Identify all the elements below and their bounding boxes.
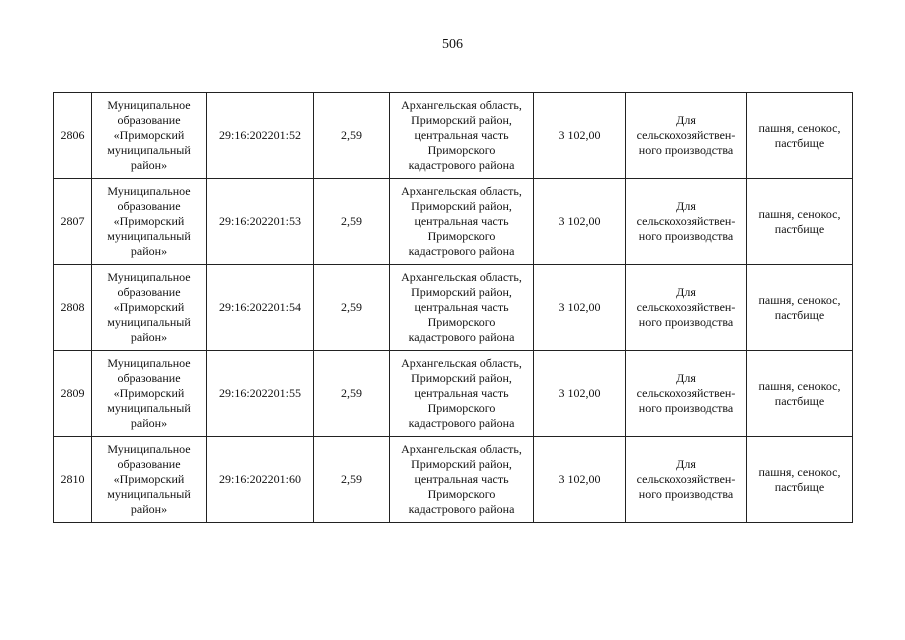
- row-number-cell: 2810: [54, 437, 92, 523]
- row-number-cell: 2806: [54, 93, 92, 179]
- purpose-cell: Для сельскохозяйствен- ного производства: [626, 93, 747, 179]
- cadastral-number-cell: 29:16:202201:53: [207, 179, 314, 265]
- land-use-cell: пашня, сенокос, пастбище: [747, 93, 853, 179]
- table-row: [54, 93, 853, 179]
- area-cell: 2,59: [314, 265, 390, 351]
- purpose-cell: Для сельскохозяйствен- ного производства: [626, 265, 747, 351]
- value-cell: 3 102,00: [534, 265, 626, 351]
- address-cell: Архангельская область, Приморский район, центральная часть Приморского кадастрового района: [390, 351, 534, 437]
- table-row: [54, 179, 853, 265]
- address-cell: Архангельская область, Приморский район, центральная часть Приморского кадастрового района: [390, 93, 534, 179]
- land-use-cell: пашня, сенокос, пастбище: [747, 351, 853, 437]
- address-cell: Архангельская область, Приморский район, центральная часть Приморского кадастрового района: [390, 437, 534, 523]
- owner-cell: Муниципальное образование «Приморский муниципальный район»: [92, 179, 207, 265]
- land-register-table: [53, 92, 853, 523]
- owner-cell: Муниципальное образование «Приморский муниципальный район»: [92, 265, 207, 351]
- value-cell: 3 102,00: [534, 93, 626, 179]
- area-cell: 2,59: [314, 437, 390, 523]
- table-row: [54, 265, 853, 351]
- table-row: [54, 351, 853, 437]
- address-cell: Архангельская область, Приморский район, центральная часть Приморского кадастрового района: [390, 179, 534, 265]
- area-cell: 2,59: [314, 179, 390, 265]
- table-row: [54, 437, 853, 523]
- land-use-cell: пашня, сенокос, пастбище: [747, 437, 853, 523]
- cadastral-number-cell: 29:16:202201:52: [207, 93, 314, 179]
- cadastral-number-cell: 29:16:202201:60: [207, 437, 314, 523]
- row-number-cell: 2808: [54, 265, 92, 351]
- owner-cell: Муниципальное образование «Приморский муниципальный район»: [92, 437, 207, 523]
- purpose-cell: Для сельскохозяйствен- ного производства: [626, 351, 747, 437]
- land-use-cell: пашня, сенокос, пастбище: [747, 265, 853, 351]
- area-cell: 2,59: [314, 351, 390, 437]
- purpose-cell: Для сельскохозяйствен- ного производства: [626, 179, 747, 265]
- cadastral-number-cell: 29:16:202201:54: [207, 265, 314, 351]
- row-number-cell: 2809: [54, 351, 92, 437]
- cadastral-number-cell: 29:16:202201:55: [207, 351, 314, 437]
- land-use-cell: пашня, сенокос, пастбище: [747, 179, 853, 265]
- value-cell: 3 102,00: [534, 351, 626, 437]
- owner-cell: Муниципальное образование «Приморский муниципальный район»: [92, 351, 207, 437]
- value-cell: 3 102,00: [534, 437, 626, 523]
- row-number-cell: 2807: [54, 179, 92, 265]
- value-cell: 3 102,00: [534, 179, 626, 265]
- purpose-cell: Для сельскохозяйствен- ного производства: [626, 437, 747, 523]
- area-cell: 2,59: [314, 93, 390, 179]
- owner-cell: Муниципальное образование «Приморский муниципальный район»: [92, 93, 207, 179]
- page-number: 506: [442, 37, 463, 52]
- address-cell: Архангельская область, Приморский район, центральная часть Приморского кадастрового района: [390, 265, 534, 351]
